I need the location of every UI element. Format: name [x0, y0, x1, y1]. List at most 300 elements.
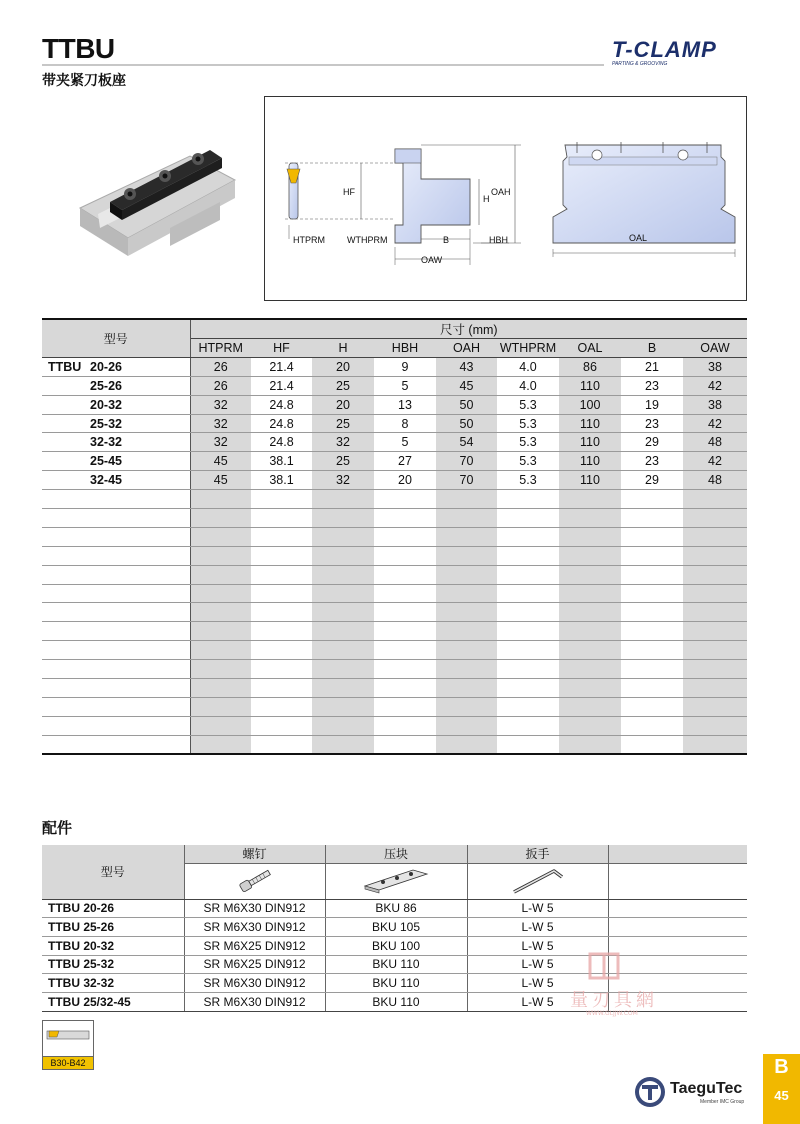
value-cell — [497, 697, 559, 716]
value-cell — [559, 735, 621, 754]
model-cell — [42, 565, 190, 584]
value-cell — [374, 641, 436, 660]
value-cell — [497, 490, 559, 509]
value-cell: 54 — [436, 433, 497, 452]
screw-cell: SR M6X25 DIN912 — [184, 955, 325, 974]
value-cell: 32 — [312, 471, 374, 490]
value-cell — [683, 697, 747, 716]
value-cell: 4.0 — [497, 376, 559, 395]
column-header-oal: OAL — [559, 339, 621, 358]
value-cell — [251, 735, 312, 754]
value-cell: 20 — [312, 357, 374, 376]
value-cell — [312, 735, 374, 754]
value-cell — [251, 603, 312, 622]
table-row — [42, 414, 747, 433]
table-row — [42, 603, 747, 622]
clamp-cell: BKU 110 — [325, 974, 467, 993]
key-cell: L-W 5 — [467, 918, 608, 937]
model-cell: TTBU 25-26 — [42, 918, 184, 937]
value-cell — [683, 509, 747, 528]
watermark — [560, 950, 680, 1018]
value-cell — [559, 527, 621, 546]
value-cell: 21.4 — [251, 357, 312, 376]
value-cell: 25 — [312, 414, 374, 433]
value-cell — [312, 565, 374, 584]
value-cell — [497, 509, 559, 528]
blank-icon-cell — [608, 863, 747, 899]
value-cell: 19 — [621, 395, 683, 414]
screw-cell: SR M6X30 DIN912 — [184, 974, 325, 993]
column-header-h: H — [312, 339, 374, 358]
table-row — [42, 918, 747, 937]
value-cell: 45 — [436, 376, 497, 395]
value-cell: 21.4 — [251, 376, 312, 395]
value-cell — [436, 622, 497, 641]
accessories-title: 配件 — [42, 819, 73, 837]
dimensions-table — [42, 318, 747, 755]
model-header: 型号 — [42, 319, 190, 357]
value-cell: 5.3 — [497, 414, 559, 433]
value-cell — [251, 565, 312, 584]
table-row — [42, 641, 747, 660]
key-cell: L-W 5 — [467, 974, 608, 993]
value-cell — [559, 490, 621, 509]
model-cell — [42, 735, 190, 754]
value-cell — [683, 641, 747, 660]
value-cell — [436, 679, 497, 698]
model-cell: TTBU 20-32 — [42, 936, 184, 955]
model-cell — [42, 433, 190, 452]
label-hbh: HBH — [489, 235, 509, 245]
value-cell — [436, 697, 497, 716]
value-cell — [497, 679, 559, 698]
clamp-cell: BKU 100 — [325, 936, 467, 955]
value-cell — [436, 509, 497, 528]
screw-cell: SR M6X25 DIN912 — [184, 936, 325, 955]
value-cell — [683, 716, 747, 735]
model-cell — [42, 527, 190, 546]
value-cell: 26 — [190, 376, 251, 395]
value-cell: 32 — [190, 433, 251, 452]
value-cell — [497, 716, 559, 735]
table-row — [42, 490, 747, 509]
value-cell — [374, 584, 436, 603]
value-cell: 70 — [436, 471, 497, 490]
value-cell: 20 — [312, 395, 374, 414]
value-cell — [683, 527, 747, 546]
value-cell — [312, 546, 374, 565]
value-cell: 48 — [683, 433, 747, 452]
value-cell — [497, 584, 559, 603]
screw-cell: SR M6X30 DIN912 — [184, 992, 325, 1011]
value-cell — [683, 679, 747, 698]
value-cell: 26 — [190, 357, 251, 376]
value-cell — [312, 622, 374, 641]
value-cell — [559, 546, 621, 565]
model-cell — [42, 414, 190, 433]
label-h: H — [483, 194, 490, 204]
column-header-b: B — [621, 339, 683, 358]
value-cell — [621, 735, 683, 754]
column-header-wthprm: WTHPRM — [497, 339, 559, 358]
model-code: 20-32 — [90, 397, 122, 412]
value-cell — [683, 622, 747, 641]
table-row — [42, 697, 747, 716]
value-cell: 32 — [190, 414, 251, 433]
value-cell — [374, 527, 436, 546]
value-cell: 70 — [436, 452, 497, 471]
value-cell — [497, 565, 559, 584]
blank-cell — [608, 918, 747, 937]
value-cell — [312, 584, 374, 603]
key-cell: L-W 5 — [467, 899, 608, 918]
value-cell: 24.8 — [251, 433, 312, 452]
value-cell: 110 — [559, 433, 621, 452]
value-cell — [497, 622, 559, 641]
screw-icon — [184, 863, 325, 899]
taegutec-tagline: Member IMC Group — [700, 1099, 745, 1105]
value-cell — [312, 660, 374, 679]
label-b: B — [443, 235, 450, 245]
value-cell: 5 — [374, 376, 436, 395]
value-cell — [374, 697, 436, 716]
value-cell: 5.3 — [497, 395, 559, 414]
dimensions-group-header: 尺寸 (mm) — [190, 319, 747, 339]
model-cell — [42, 395, 190, 414]
value-cell — [436, 641, 497, 660]
value-cell: 110 — [559, 452, 621, 471]
value-cell — [683, 565, 747, 584]
model-code: 32-45 — [90, 473, 122, 488]
taegutec-logo — [634, 1074, 746, 1110]
clamp-cell: BKU 105 — [325, 918, 467, 937]
model-cell — [42, 376, 190, 395]
value-cell: 110 — [559, 414, 621, 433]
value-cell — [312, 716, 374, 735]
value-cell — [559, 679, 621, 698]
value-cell: 5.3 — [497, 452, 559, 471]
value-cell — [312, 603, 374, 622]
value-cell — [621, 509, 683, 528]
watermark-text: 量刃具網 — [570, 990, 658, 1011]
column-header-hf: HF — [251, 339, 312, 358]
value-cell — [683, 584, 747, 603]
value-cell — [497, 660, 559, 679]
table-row — [42, 716, 747, 735]
value-cell — [497, 603, 559, 622]
value-cell: 86 — [559, 357, 621, 376]
value-cell — [251, 697, 312, 716]
value-cell — [497, 527, 559, 546]
value-cell: 38.1 — [251, 452, 312, 471]
value-cell — [251, 546, 312, 565]
value-cell — [251, 622, 312, 641]
key-column-header: 扳手 — [467, 845, 608, 863]
brand-name: T-CLAMP — [612, 37, 717, 62]
value-cell — [497, 641, 559, 660]
column-header-htprm: HTPRM — [190, 339, 251, 358]
value-cell — [497, 735, 559, 754]
value-cell — [436, 584, 497, 603]
value-cell — [312, 697, 374, 716]
value-cell — [251, 490, 312, 509]
value-cell: 20 — [374, 471, 436, 490]
value-cell — [559, 660, 621, 679]
value-cell: 23 — [621, 452, 683, 471]
value-cell — [312, 527, 374, 546]
value-cell — [374, 660, 436, 679]
table-row — [42, 565, 747, 584]
value-cell — [251, 641, 312, 660]
table-row — [42, 452, 747, 471]
value-cell: 110 — [559, 376, 621, 395]
value-cell — [436, 527, 497, 546]
table-row — [42, 527, 747, 546]
model-code: 20-26 — [90, 359, 122, 374]
value-cell — [621, 565, 683, 584]
value-cell: 29 — [621, 433, 683, 452]
value-cell — [251, 509, 312, 528]
key-cell: L-W 5 — [467, 992, 608, 1011]
table-row — [42, 433, 747, 452]
clamp-cell: BKU 110 — [325, 992, 467, 1011]
value-cell — [683, 490, 747, 509]
value-cell — [251, 584, 312, 603]
table-row — [42, 584, 747, 603]
section-letter: B — [774, 1056, 789, 1078]
value-cell — [312, 679, 374, 698]
screw-cell: SR M6X30 DIN912 — [184, 899, 325, 918]
value-cell — [621, 716, 683, 735]
value-cell: 42 — [683, 452, 747, 471]
table-row — [42, 735, 747, 754]
value-cell — [621, 679, 683, 698]
model-code: 25-32 — [90, 416, 122, 431]
tool-icon — [43, 1021, 93, 1055]
table-row — [42, 622, 747, 641]
value-cell — [436, 716, 497, 735]
value-cell — [374, 735, 436, 754]
value-cell: 8 — [374, 414, 436, 433]
value-cell — [190, 641, 251, 660]
table-row — [42, 679, 747, 698]
value-cell: 23 — [621, 414, 683, 433]
value-cell — [559, 697, 621, 716]
model-cell — [42, 584, 190, 603]
value-cell — [190, 490, 251, 509]
value-cell: 38.1 — [251, 471, 312, 490]
label-oaw: OAW — [421, 255, 443, 265]
value-cell — [559, 565, 621, 584]
value-cell: 38 — [683, 395, 747, 414]
label-oah: OAH — [491, 187, 511, 197]
key-cell: L-W 5 — [467, 936, 608, 955]
column-header-oah: OAH — [436, 339, 497, 358]
model-cell — [42, 471, 190, 490]
taegutec-name: TaeguTec — [670, 1080, 743, 1097]
model-prefix: TTBU — [48, 359, 82, 374]
table-row — [42, 376, 747, 395]
value-cell — [190, 509, 251, 528]
value-cell — [312, 641, 374, 660]
value-cell: 4.0 — [497, 357, 559, 376]
value-cell — [621, 527, 683, 546]
value-cell — [436, 546, 497, 565]
table-row — [42, 471, 747, 490]
value-cell: 23 — [621, 376, 683, 395]
value-cell: 38 — [683, 357, 747, 376]
value-cell — [621, 660, 683, 679]
value-cell — [436, 490, 497, 509]
clamp-block-icon — [325, 863, 467, 899]
model-cell — [42, 509, 190, 528]
table-row — [42, 660, 747, 679]
clamp-cell: BKU 110 — [325, 955, 467, 974]
value-cell — [559, 603, 621, 622]
model-cell — [42, 622, 190, 641]
title-rule — [42, 64, 604, 66]
value-cell — [374, 622, 436, 641]
value-cell: 13 — [374, 395, 436, 414]
page-reference-badge[interactable] — [42, 1020, 94, 1070]
model-cell — [42, 716, 190, 735]
value-cell — [190, 565, 251, 584]
value-cell: 24.8 — [251, 395, 312, 414]
value-cell — [683, 660, 747, 679]
value-cell — [559, 641, 621, 660]
value-cell — [559, 622, 621, 641]
value-cell — [374, 679, 436, 698]
value-cell: 29 — [621, 471, 683, 490]
value-cell: 9 — [374, 357, 436, 376]
value-cell: 48 — [683, 471, 747, 490]
screw-cell: SR M6X30 DIN912 — [184, 918, 325, 937]
value-cell — [374, 603, 436, 622]
value-cell: 5.3 — [497, 433, 559, 452]
value-cell: 100 — [559, 395, 621, 414]
label-htprm: HTPRM — [293, 235, 325, 245]
value-cell — [621, 697, 683, 716]
model-cell: TTBU 25/32-45 — [42, 992, 184, 1011]
value-cell — [621, 546, 683, 565]
model-cell — [42, 546, 190, 565]
value-cell: 5.3 — [497, 471, 559, 490]
value-cell: 25 — [312, 376, 374, 395]
model-code: 25-45 — [90, 454, 122, 469]
value-cell — [190, 622, 251, 641]
label-hf: HF — [343, 187, 355, 197]
table-row — [42, 899, 747, 918]
value-cell: 21 — [621, 357, 683, 376]
screw-column-header: 螺钉 — [184, 845, 325, 863]
model-cell: TTBU 32-32 — [42, 974, 184, 993]
value-cell — [374, 546, 436, 565]
value-cell — [559, 716, 621, 735]
blank-column-header — [608, 845, 747, 863]
value-cell — [374, 716, 436, 735]
value-cell: 110 — [559, 471, 621, 490]
value-cell — [251, 527, 312, 546]
page-reference-label: B30-B42 — [43, 1056, 93, 1069]
value-cell — [621, 584, 683, 603]
value-cell: 50 — [436, 395, 497, 414]
value-cell — [190, 527, 251, 546]
value-cell — [312, 490, 374, 509]
value-cell: 27 — [374, 452, 436, 471]
value-cell — [190, 716, 251, 735]
clamp-column-header: 压块 — [325, 845, 467, 863]
value-cell: 24.8 — [251, 414, 312, 433]
value-cell — [190, 603, 251, 622]
table-row — [42, 395, 747, 414]
value-cell — [436, 735, 497, 754]
value-cell: 32 — [312, 433, 374, 452]
value-cell — [374, 490, 436, 509]
value-cell — [190, 735, 251, 754]
value-cell: 45 — [190, 471, 251, 490]
value-cell — [374, 565, 436, 584]
section-tab[interactable] — [763, 1054, 800, 1124]
column-header-hbh: HBH — [374, 339, 436, 358]
value-cell — [374, 509, 436, 528]
value-cell — [190, 697, 251, 716]
label-wthprm: WTHPRM — [347, 235, 388, 245]
value-cell — [683, 546, 747, 565]
value-cell: 50 — [436, 414, 497, 433]
technical-drawing — [264, 96, 747, 301]
value-cell — [251, 679, 312, 698]
model-cell — [42, 679, 190, 698]
value-cell — [436, 565, 497, 584]
model-cell — [42, 357, 190, 376]
accessories-model-header: 型号 — [42, 845, 184, 899]
value-cell — [190, 660, 251, 679]
column-header-oaw: OAW — [683, 339, 747, 358]
value-cell — [683, 735, 747, 754]
product-photo — [70, 128, 240, 268]
model-cell: TTBU 25-32 — [42, 955, 184, 974]
model-code: 25-26 — [90, 378, 122, 393]
key-cell: L-W 5 — [467, 955, 608, 974]
value-cell — [683, 603, 747, 622]
value-cell: 43 — [436, 357, 497, 376]
value-cell — [312, 509, 374, 528]
value-cell — [621, 622, 683, 641]
model-cell — [42, 660, 190, 679]
page-number: 45 — [774, 1088, 789, 1103]
model-cell — [42, 452, 190, 471]
value-cell — [497, 546, 559, 565]
table-row — [42, 509, 747, 528]
value-cell — [190, 546, 251, 565]
value-cell: 42 — [683, 376, 747, 395]
value-cell — [190, 679, 251, 698]
value-cell: 5 — [374, 433, 436, 452]
model-cell: TTBU 20-26 — [42, 899, 184, 918]
value-cell: 45 — [190, 452, 251, 471]
value-cell — [559, 509, 621, 528]
page-title: TTBU — [42, 33, 115, 64]
value-cell — [190, 584, 251, 603]
watermark-url: WWW.GLJJW.COM — [586, 1010, 638, 1017]
brand-tagline: PARTING & GROOVING — [612, 61, 668, 67]
value-cell — [621, 603, 683, 622]
value-cell — [621, 490, 683, 509]
page-subtitle: 带夹紧刀板座 — [42, 73, 126, 89]
model-code: 32-32 — [90, 435, 122, 450]
clamp-cell: BKU 86 — [325, 899, 467, 918]
value-cell: 25 — [312, 452, 374, 471]
